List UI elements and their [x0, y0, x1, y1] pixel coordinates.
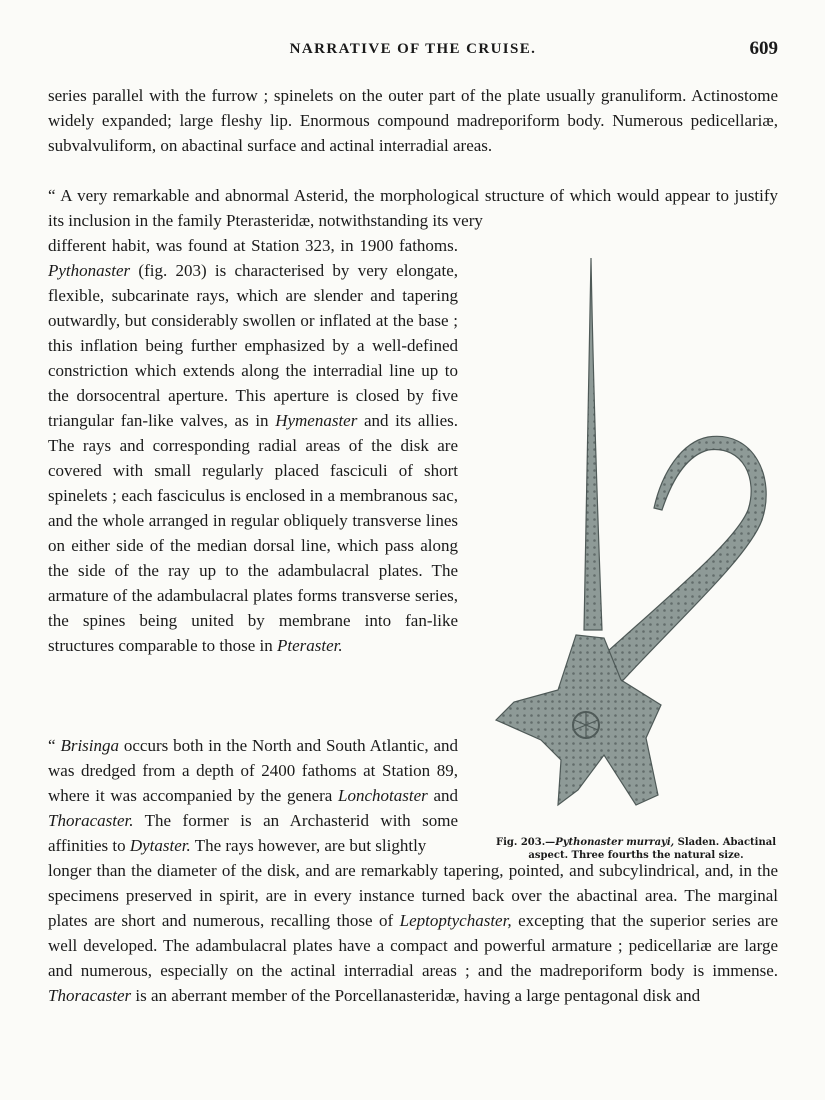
paragraph-2-text-b: (fig. 203) is characterised by very elongate, flexible, subcarinate rays, which are slender and tapering outwardly, but considerably swollen or inflated at the base ; this inflation being further emphasized by a well-defined constriction which extends along the interradial line up to the dorsocentral aperture. This aperture is closed by five triangular fan-like valves, as in	[48, 261, 458, 430]
paragraph-3-text-a: occurs both in the North and South Atlantic, and was dredged from a depth of 2400 fathoms at Station 89, where it was accompanied by the genera	[48, 736, 459, 805]
paragraph-4-text-c: is an aberrant member of the Porcellanasteridæ, having a large pentagonal disk and	[135, 986, 701, 1005]
paragraph-2-text-a: different habit, was found at Station 323, in 1900 fathoms.	[48, 236, 458, 255]
genus-pythonaster: Pythonaster	[48, 261, 131, 280]
genus-brisinga: Brisinga	[60, 736, 119, 755]
paragraph-3	[48, 733, 458, 858]
running-title: NARRATIVE OF THE CRUISE.	[289, 41, 537, 57]
caption-species: Pythonaster murrayi,	[555, 837, 675, 848]
genus-thoracaster-2: Thoracaster	[48, 986, 132, 1005]
genus-lonchotaster: Lonchotaster	[338, 786, 428, 805]
paragraph-2-intro-text: “ A very remarkable and abnormal Asterid, the morphological structure of which would appear to justify its inclusion in the family Pterasteridæ, notwithstanding its very	[48, 186, 778, 230]
genus-leptoptychaster: Leptoptychaster,	[399, 911, 512, 930]
figure-203	[486, 250, 786, 850]
paragraph-3-quote: “	[48, 736, 56, 755]
paragraph-4-text-b: excepting that the superior series are well developed. The adambulacral plates have a compact and powerful armature ; pedicellariæ are large and numerous, especially on the actinal interradial areas ; and the madreporiform body is immense.	[48, 911, 779, 980]
paragraph-4-text-a: longer than the diameter of the disk, and are remarkably tapering, pointed, and subcylindrical, and, in the specimens preserved in spirit, are in every instance turned back over the abactinal area. The marginal plates are short and numerous, recalling those of	[48, 861, 778, 930]
figure-caption	[486, 836, 786, 862]
starfish-illustration	[486, 250, 786, 850]
genus-pteraster: Pteraster.	[276, 636, 343, 655]
paragraph-2-text-c: and its allies. The rays and corresponding radial areas of the disk are covered with small regularly placed fasciculi of short spinelets ; each fasciculus is enclosed in a membranous sac, and the whole arranged in regular obliquely transverse lines on either side of the median dorsal line, which pass along the side of the ray up to the adambulacral plates. The armature of the adambulacral plates forms transverse series, the spines being united by membrane into fan-like structures comparable to those in	[48, 411, 459, 655]
genus-hymenaster: Hymenaster	[275, 411, 358, 430]
genus-dytaster: Dytaster.	[129, 836, 191, 855]
paragraph-4	[48, 858, 778, 1008]
genus-thoracaster: Thoracaster.	[48, 811, 134, 830]
paragraph-2-body	[48, 233, 458, 658]
paragraph-3-and: and	[433, 786, 459, 805]
caption-label: Fig. 203.—	[495, 837, 556, 848]
caption-line-1	[486, 836, 786, 849]
page-header	[48, 38, 778, 64]
paragraph-1-text: series parallel with the furrow ; spinelets on the outer part of the plate usually granuliform. Actinostome widely expanded; large fleshy lip. Enormous compound madreporiform body. Numerous pedicellariæ, subvalvuliform, on abactinal surface and actinal interradial areas.	[48, 86, 778, 155]
caption-line-2: aspect. Three fourths the natural size.	[528, 850, 744, 861]
caption-rest: Sladen. Abactinal	[677, 837, 777, 848]
page-number: 609	[749, 38, 778, 59]
paragraph-3-text-b: The former is an Archasterid with some affinities to	[48, 811, 458, 855]
paragraph-1	[48, 83, 778, 158]
paragraph-2-intro	[48, 183, 778, 233]
paragraph-3-text-c: The rays however, are but slightly	[194, 836, 427, 855]
star-texture	[486, 250, 786, 850]
